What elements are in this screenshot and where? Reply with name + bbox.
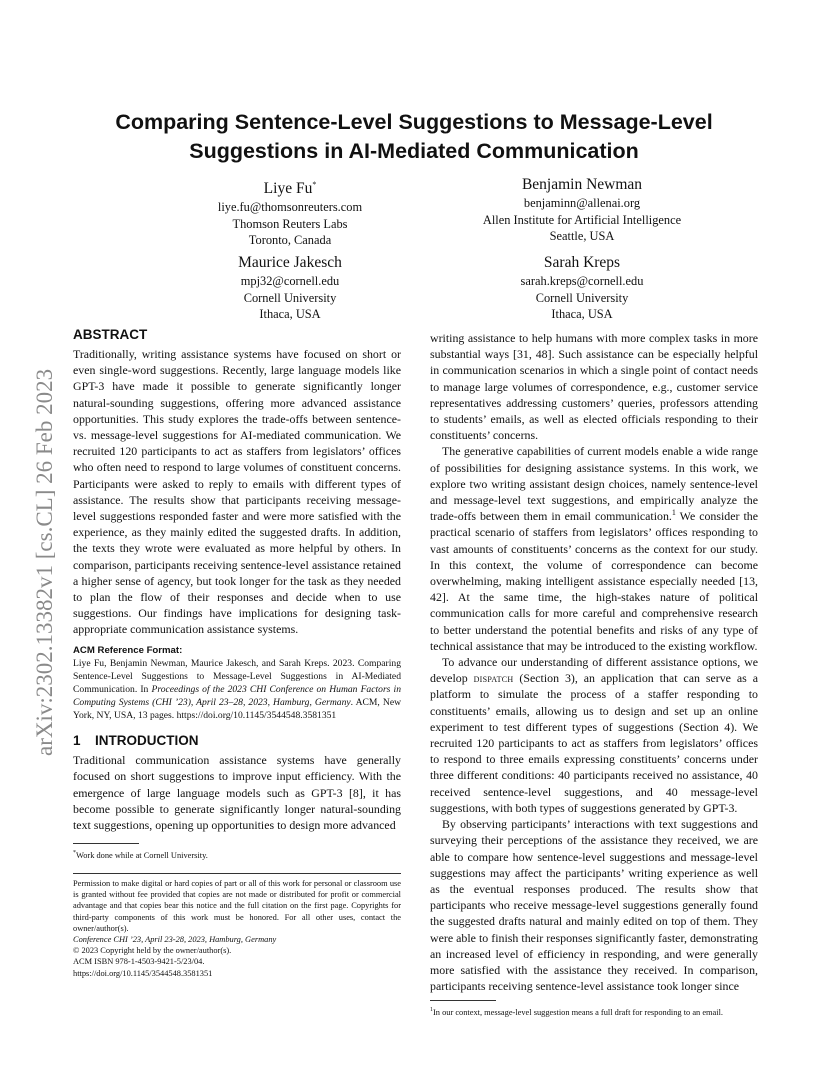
author-org: Cornell University	[535, 290, 629, 305]
permission-block	[73, 873, 401, 979]
abstract-heading: ABSTRACT	[73, 327, 148, 342]
paragraph-text: The generative capabilities of current models enable a wide range of possibilities for designing assistance systems. In this work, we explore two writing assistant design choices, namely sentence-level and message-level text suggestions, and empirically analyze the trade-offs between them in email communication.	[430, 444, 758, 524]
footnote-mark: 1	[430, 1007, 433, 1014]
section-number: 1	[73, 733, 81, 749]
system-name: dispatch	[473, 671, 514, 686]
author-email[interactable]: mpj32@cornell.edu	[240, 274, 340, 288]
author-block	[432, 174, 732, 245]
acm-reference-authors: Liye Fu, Benjamin Newman, Maurice Jakesch, and Sarah Kreps. 2023. Comparing Sentence-Level Suggestions to Message-Level Suggestions in AI-Mediated Communication. In	[73, 657, 401, 695]
author-name: Maurice Jakesch	[238, 254, 342, 271]
copyright-line: © 2023 Copyright held by the owner/author(s).	[73, 946, 232, 956]
acm-reference-tail: . ACM, New York, NY, USA, 13 pages. https://doi.org/10.1145/3544548.3581351	[73, 696, 401, 722]
author-location: Ithaca, USA	[259, 307, 321, 321]
footnote-text: Work done while at Cornell University.	[76, 850, 208, 860]
author-location: Ithaca, USA	[551, 307, 613, 321]
paragraph	[430, 654, 758, 816]
footnote	[430, 1005, 758, 1018]
isbn-line: ACM ISBN 978-1-4503-9421-5/23/04.	[73, 957, 205, 967]
author-email[interactable]: benjaminn@allenai.org	[523, 196, 641, 210]
footnote-rule	[73, 843, 139, 844]
conference-line: Conference CHI ’23, April 23-28, 2023, Hamburg, Germany	[73, 934, 277, 944]
author-mark: *	[312, 180, 317, 189]
author-email[interactable]: liye.fu@thomsonreuters.com	[217, 200, 363, 215]
footnote-mark[interactable]: 1	[671, 508, 676, 518]
arxiv-stamp	[22, 290, 62, 760]
footnote-mark: *	[73, 850, 76, 857]
permission-text: Permission to make digital or hard copies of part or all of this work for personal or classroom use is granted without fee provided that copies are not made or distributed for profit or commercial advantage and that copies bear this notice and the full citation on the first page. Copyrights for third-party components of this work must be honored. For all other uses, contact the owner/author(s).	[73, 878, 401, 933]
acm-reference-text	[73, 657, 401, 722]
paper-title: Comparing Sentence-Level Suggestions to Message-Level Suggestions in AI-Mediated Communication	[115, 110, 713, 163]
author-block	[432, 252, 732, 323]
author-org: Cornell University	[243, 290, 337, 305]
paragraph-text: To advance our understanding of different assistance options, we develop	[430, 655, 758, 686]
paragraph-text: (Section 3), an application that can serve as a platform to simulate the process of a staffer responding to constituents’ emails, allowing us to design and set up an online experiment to test different types of suggestions (Section 4). We recruited 120 participants to act as staffers from legislators’ offices to respond to three emails expressing constituents’ concerns under three different conditions: 40 participants received no assistance, 40 received sentence-level suggestions, and 40 message-level suggestions, with both types of suggestions generated by GPT-3.	[430, 671, 758, 815]
right-column	[430, 330, 758, 1018]
author-block	[140, 174, 440, 249]
acm-reference-venue: Proceedings of the 2023 CHI Conference on Human Factors in Computing Systems (CHI ’23), April 23–28, 2023, Hamburg, Germany	[73, 683, 401, 708]
author-name: Benjamin Newman	[521, 176, 643, 193]
paragraph: By observing participants’ interactions with text suggestions and surveying their perceptions of the assistance they received, we are able to compare how sentence-level suggestions and message-level suggestions may affect the participants’ writing experience as well as the eventual responses produced. The results show that participants who receive message-level suggestions generally found the suggested drafts natural and mainly edited on top of them. They were able to finish their responses significantly faster, demonstrating an increased level of efficiency in responding, and were generally more satisfied with the assistance they received. In comparison, participants receiving sentence-level assistance took longer since	[430, 817, 758, 994]
section-title: INTRODUCTION	[95, 733, 199, 749]
abstract-text: Traditionally, writing assistance systems have focused on short or even single-word suggestions. Recently, large language models like GPT-3 have made it possible to generate significantly longer natural-sounding suggestions, offering more advanced assistance opportunities. This study explores the trade-offs between sentence- vs. message-level suggestions for AI-mediated communication. We recruited 120 participants to act as staffers from legislators’ offices who often need to respond to large volumes of constituent concerns. Participants were asked to reply to emails with different types of assistance. The results show that participants receiving message-level suggestions responded faster and were more satisfied with the experience, as they mainly edited the suggested drafts. In addition, the texts they wrote were evaluated as more helpful by others. In comparison, participants receiving sentence-level assistance retained a higher sense of agency, but took longer for the task as they needed to plan the flow of their responses and decide when to use suggestions. Our findings have implications for designing task-appropriate communication assistance systems.	[73, 347, 401, 637]
author-location: Toronto, Canada	[248, 233, 332, 248]
introduction-heading	[73, 732, 401, 750]
author-org: Thomson Reuters Labs	[232, 216, 348, 231]
arxiv-id: arXiv:2302.13382v1 [cs.CL] 26 Feb 2023	[32, 368, 57, 756]
author-email[interactable]: sarah.kreps@cornell.edu	[520, 274, 644, 288]
author-footnote	[73, 848, 401, 861]
acm-reference-heading: ACM Reference Format:	[73, 644, 183, 656]
paragraph: writing assistance to help humans with more complex tasks in more substantial ways [31, 48]. Such assistance can be especially helpful in communication scenarios in which a single point of contact needs to manage large volumes of correspondence, e.g., customer service representatives addressing customers’ queries, professors attending to students’ emails, as well as elected officials responding to their constituents’ concerns.	[430, 331, 758, 443]
author-name: Liye Fu	[263, 180, 313, 198]
author-block	[140, 252, 440, 323]
author-org: Allen Institute for Artificial Intelligence	[482, 212, 682, 227]
author-location: Seattle, USA	[549, 229, 615, 243]
author-name: Sarah Kreps	[543, 254, 621, 271]
paragraph-text: We consider the practical scenario of staffers from legislators’ offices responding to vast amounts of constituents’ concerns as the context for our study. In this context, the volume of correspondence can become overwhelming, making intelligent assistance especially needed [13, 42]. At the same time, the high-stakes nature of political communication calls for more careful and comprehensive research to better understand the potential benefits and risks of any type of technical assistance that may be introduced to the existing workflow.	[430, 509, 758, 653]
doi-link[interactable]: https://doi.org/10.1145/3544548.3581351	[73, 968, 213, 978]
introduction-text: Traditional communication assistance systems have generally focused on short suggestions to improve input efficiency. With the emergence of large language models such as GPT-3 [8], it has become possible to generate significantly longer natural-sounding text suggestions, opening up opportunities to design more advanced	[73, 753, 401, 832]
left-column	[73, 326, 401, 979]
paragraph	[430, 443, 758, 654]
footnote-text: In our context, message-level suggestion means a full draft for responding to an email.	[433, 1008, 724, 1018]
footnote-rule	[430, 1000, 496, 1001]
